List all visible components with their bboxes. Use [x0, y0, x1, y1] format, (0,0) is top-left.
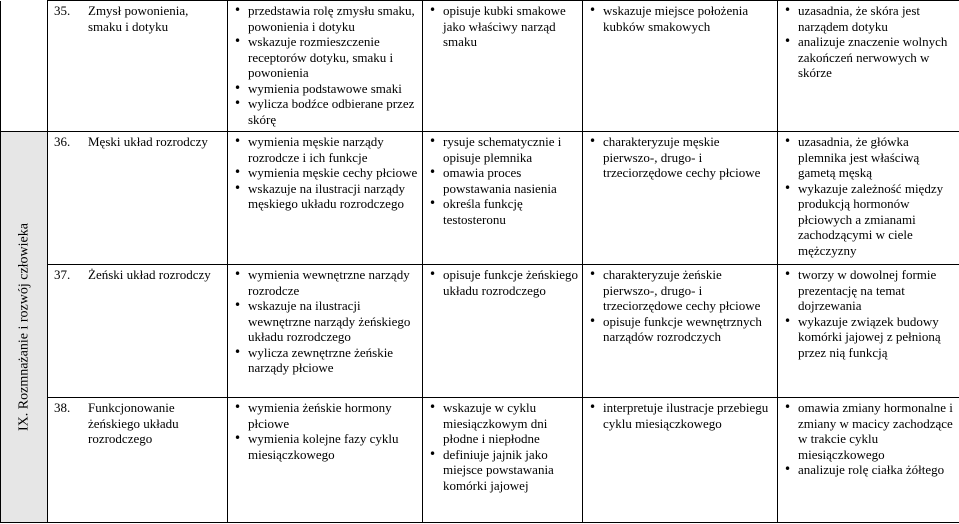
requirements-cell-b: [423, 132, 583, 265]
list-item: • tworzy w dowolnej formie prezentację na temat dojrzewania: [784, 267, 955, 314]
list-item: • wymienia męskie narządy rozrodcze i ich funkcje: [234, 134, 418, 165]
requirements-cell-c: [583, 398, 778, 523]
lesson-number: 36.: [54, 134, 71, 149]
list-item: • omawia proces powstawania nasienia: [429, 165, 578, 196]
table-row: [1, 132, 959, 265]
list-item: • wymienia wewnętrzne narządy rozrodcze: [234, 267, 418, 298]
requirements-cell-b: [423, 265, 583, 398]
requirements-cell-c: [583, 1, 778, 132]
list-item: • wskazuje miejsce położenia kubków smakowych: [589, 3, 773, 34]
list-item: • definiuje jajnik jako miejsce powstawania komórki jajowej: [429, 447, 578, 494]
list-item: • charakteryzuje żeńskie pierwszo-, drugo- i trzeciorzędowe cechy płciowe: [589, 267, 773, 314]
list-item: • uzasadnia, że główka plemnika jest właściwą gametą męską: [784, 134, 955, 181]
lesson-number: 38.: [54, 400, 71, 415]
list-item: • wskazuje na ilustracji narządy męskiego układu rozrodczego: [234, 181, 418, 212]
lesson-topic: Żeński układ rozrodczy: [88, 267, 211, 282]
list-item: • wymienia podstawowe smaki: [234, 81, 418, 97]
table-row: [1, 398, 959, 523]
list-item: • wylicza zewnętrzne żeńskie narządy płciowe: [234, 345, 418, 376]
topic-cell: [48, 132, 228, 265]
requirements-cell-a: [228, 132, 423, 265]
list-item: • wymienia żeńskie hormony płciowe: [234, 400, 418, 431]
lesson-topic: Funkcjonowanie żeńskiego układu rozrodczego: [88, 400, 179, 446]
section-cell: [1, 132, 48, 523]
requirements-cell-b: [423, 398, 583, 523]
topic-cell: [48, 265, 228, 398]
requirements-cell-a: [228, 1, 423, 132]
list-item: • wskazuje rozmieszczenie receptorów dotyku, smaku i powonienia: [234, 34, 418, 81]
list-item: • przedstawia rolę zmysłu smaku, powonienia i dotyku: [234, 3, 418, 34]
requirements-cell-c: [583, 265, 778, 398]
list-item: • interpretuje ilustracje przebiegu cyklu miesiączkowego: [589, 400, 773, 431]
list-item: • wylicza bodźce odbierane przez skórę: [234, 96, 418, 127]
requirements-cell-a: [228, 398, 423, 523]
list-item: • wskazuje na ilustracji wewnętrzne narządy żeńskiego układu rozrodczego: [234, 298, 418, 345]
list-item: • wykazuje zależność między produkcją hormonów płciowych a zmianami zachodzącymi w ciele mężczyzny: [784, 181, 955, 259]
list-item: • omawia zmiany hormonalne i zmiany w macicy zachodzące w trakcie cyklu miesiączkowego: [784, 400, 955, 462]
list-item: • wykazuje związek budowy komórki jajowej z pełnioną przez nią funkcją: [784, 314, 955, 361]
list-item: • analizuje rolę ciałka żółtego: [784, 462, 955, 478]
topic-cell: [48, 398, 228, 523]
requirements-cell-d: [778, 1, 959, 132]
list-item: • uzasadnia, że skóra jest narządem dotyku: [784, 3, 955, 34]
lesson-topic: Zmysł powonienia, smaku i dotyku: [88, 3, 189, 34]
lesson-topic: Męski układ rozrodczy: [88, 134, 208, 149]
list-item: • rysuje schematycznie i opisuje plemnika: [429, 134, 578, 165]
list-item: • opisuje kubki smakowe jako właściwy narząd smaku: [429, 3, 578, 50]
lesson-number: 35.: [54, 3, 71, 18]
section-cell-empty: [1, 1, 48, 132]
requirements-cell-d: [778, 132, 959, 265]
lesson-number: 37.: [54, 267, 71, 282]
requirements-cell-d: [778, 265, 959, 398]
list-item: • wymienia męskie cechy płciowe: [234, 165, 418, 181]
list-item: • określa funkcję testosteronu: [429, 196, 578, 227]
requirements-cell-a: [228, 265, 423, 398]
table-row: [1, 1, 959, 132]
list-item: • charakteryzuje męskie pierwszo-, drugo- i trzeciorzędowe cechy płciowe: [589, 134, 773, 181]
list-item: • wymienia kolejne fazy cyklu miesiączkowego: [234, 431, 418, 462]
list-item: • wskazuje w cyklu miesiączkowym dni płodne i niepłodne: [429, 400, 578, 447]
requirements-cell-d: [778, 398, 959, 523]
list-item: • opisuje funkcje żeńskiego układu rozrodczego: [429, 267, 578, 298]
list-item: • analizuje znaczenie wolnych zakończeń nerwowych w skórze: [784, 34, 955, 81]
table-row: [1, 265, 959, 398]
requirements-cell-c: [583, 132, 778, 265]
section-label: IX. Rozmnażanie i rozwój człowieka: [16, 223, 32, 431]
requirements-cell-b: [423, 1, 583, 132]
list-item: • opisuje funkcje wewnętrznych narządów rozrodczych: [589, 314, 773, 345]
topic-cell: [48, 1, 228, 132]
